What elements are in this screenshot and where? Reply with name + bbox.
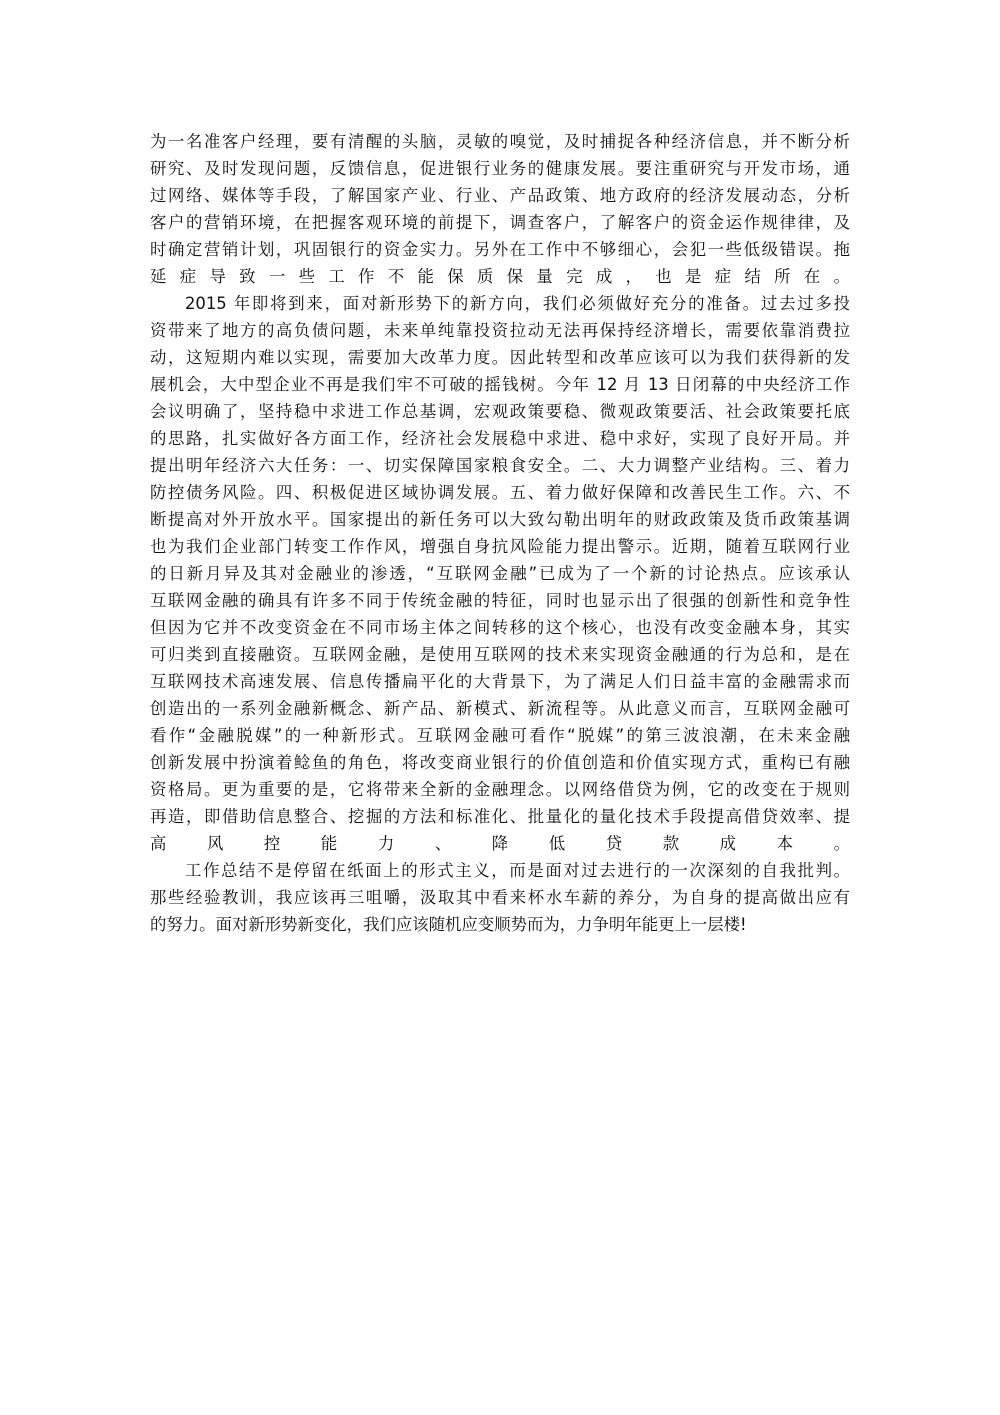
text-line: 但因为它并不改变资金在不同市场主体之间转移的这个核心，也没有改变金融本身，其实 bbox=[150, 618, 850, 637]
text-line: 创造出的一系列金融新概念、新产品、新模式、新流程等。从此意义而言，互联网金融可 bbox=[150, 699, 850, 718]
text-line: 断提高对外开放水平。国家提出的新任务可以大致勾勒出明年的财政政策及货币政策基调 bbox=[150, 510, 850, 529]
document-body bbox=[150, 128, 850, 938]
text-line: 2015 年即将到来，面对新形势下的新方向，我们必须做好充分的准备。过去过多投 bbox=[185, 294, 850, 313]
text-line: 创新发展中扮演着鲶鱼的角色，将改变商业银行的价值创造和价值实现方式，重构已有融 bbox=[150, 753, 850, 772]
text-line: 工作总结不是停留在纸面上的形式主义，而是面对过去进行的一次深刻的自我批判。 bbox=[185, 861, 850, 880]
text-line: 研究、及时发现问题，反馈信息，促进银行业务的健康发展。要注重研究与开发市场，通 bbox=[150, 159, 850, 178]
text-line: 时确定营销计划，巩固银行的资金实力。另外在工作中不够细心，会犯一些低级错误。拖 bbox=[150, 240, 850, 259]
text-line: 的思路，扎实做好各方面工作，经济社会发展稳中求进、稳中求好，实现了良好开局。并 bbox=[150, 429, 850, 448]
text-line: 展机会，大中型企业不再是我们牢不可破的摇钱树。今年 12 月 13 日闭幕的中央经济工作 bbox=[150, 375, 850, 394]
text-line: 动，这短期内难以实现，需要加大改革力度。因此转型和改革应该可以为我们获得新的发 bbox=[150, 348, 850, 367]
text-line: 那些经验教训，我应该再三咀嚼，汲取其中看来杯水车薪的养分，为自身的提高做出应有 bbox=[150, 888, 850, 907]
text-line: 的努力。面对新形势新变化，我们应该随机应变顺势而为，力争明年能更上一层楼! bbox=[150, 915, 747, 934]
paragraph-conclusion bbox=[150, 857, 850, 938]
text-line: 的日新月异及其对金融业的渗透，“互联网金融”已成为了一个新的讨论热点。应该承认 bbox=[150, 564, 850, 583]
text-line: 再造，即借助信息整合、挖掘的方法和标准化、批量化的量化技术手段提高借贷效率、提 bbox=[150, 807, 850, 826]
text-line: 客户的营销环境，在把握客观环境的前提下，调查客户，了解客户的资金运作规律律，及 bbox=[150, 213, 850, 232]
text-line: 看作“金融脱媒”的一种新形式。互联网金融可看作“脱媒”的第三波浪潮，在未来金融 bbox=[150, 726, 850, 745]
text-line: 互联网金融的确具有许多不同于传统金融的特征，同时也显示出了很强的创新性和竞争性 bbox=[150, 591, 850, 610]
paragraph-outlook-2015 bbox=[150, 290, 850, 857]
paragraph-self-reflection bbox=[150, 128, 850, 290]
text-line: 会议明确了，坚持稳中求进工作总基调，宏观政策要稳、微观政策要活、社会政策要托底 bbox=[150, 402, 850, 421]
text-line: 资格局。更为重要的是，它将带来全新的金融理念。以网络借贷为例，它的改变在于规则 bbox=[150, 780, 850, 799]
text-line: 延症导致一些工作不能保质保量完成，也是症结所在。 bbox=[150, 267, 850, 286]
text-line: 防控债务风险。四、积极促进区域协调发展。五、着力做好保障和改善民生工作。六、不 bbox=[150, 483, 850, 502]
text-line: 资带来了地方的高负债问题，未来单纯靠投资拉动无法再保持经济增长，需要依靠消费拉 bbox=[150, 321, 850, 340]
text-line: 为一名准客户经理，要有清醒的头脑，灵敏的嗅觉，及时捕捉各种经济信息，并不断分析 bbox=[150, 132, 850, 151]
text-line: 可归类到直接融资。互联网金融，是使用互联网的技术来实现资金融通的行为总和，是在 bbox=[150, 645, 850, 664]
text-line: 也为我们企业部门转变工作作风，增强自身抗风险能力提出警示。近期，随着互联网行业 bbox=[150, 537, 850, 556]
text-line: 提出明年经济六大任务：一、切实保障国家粮食安全。二、大力调整产业结构。三、着力 bbox=[150, 456, 850, 475]
text-line: 过网络、媒体等手段，了解国家产业、行业、产品政策、地方政府的经济发展动态，分析 bbox=[150, 186, 850, 205]
text-line: 高风控能力、降低贷款成本。 bbox=[150, 834, 850, 853]
text-line: 互联网技术高速发展、信息传播扁平化的大背景下，为了满足人们日益丰富的金融需求而 bbox=[150, 672, 850, 691]
